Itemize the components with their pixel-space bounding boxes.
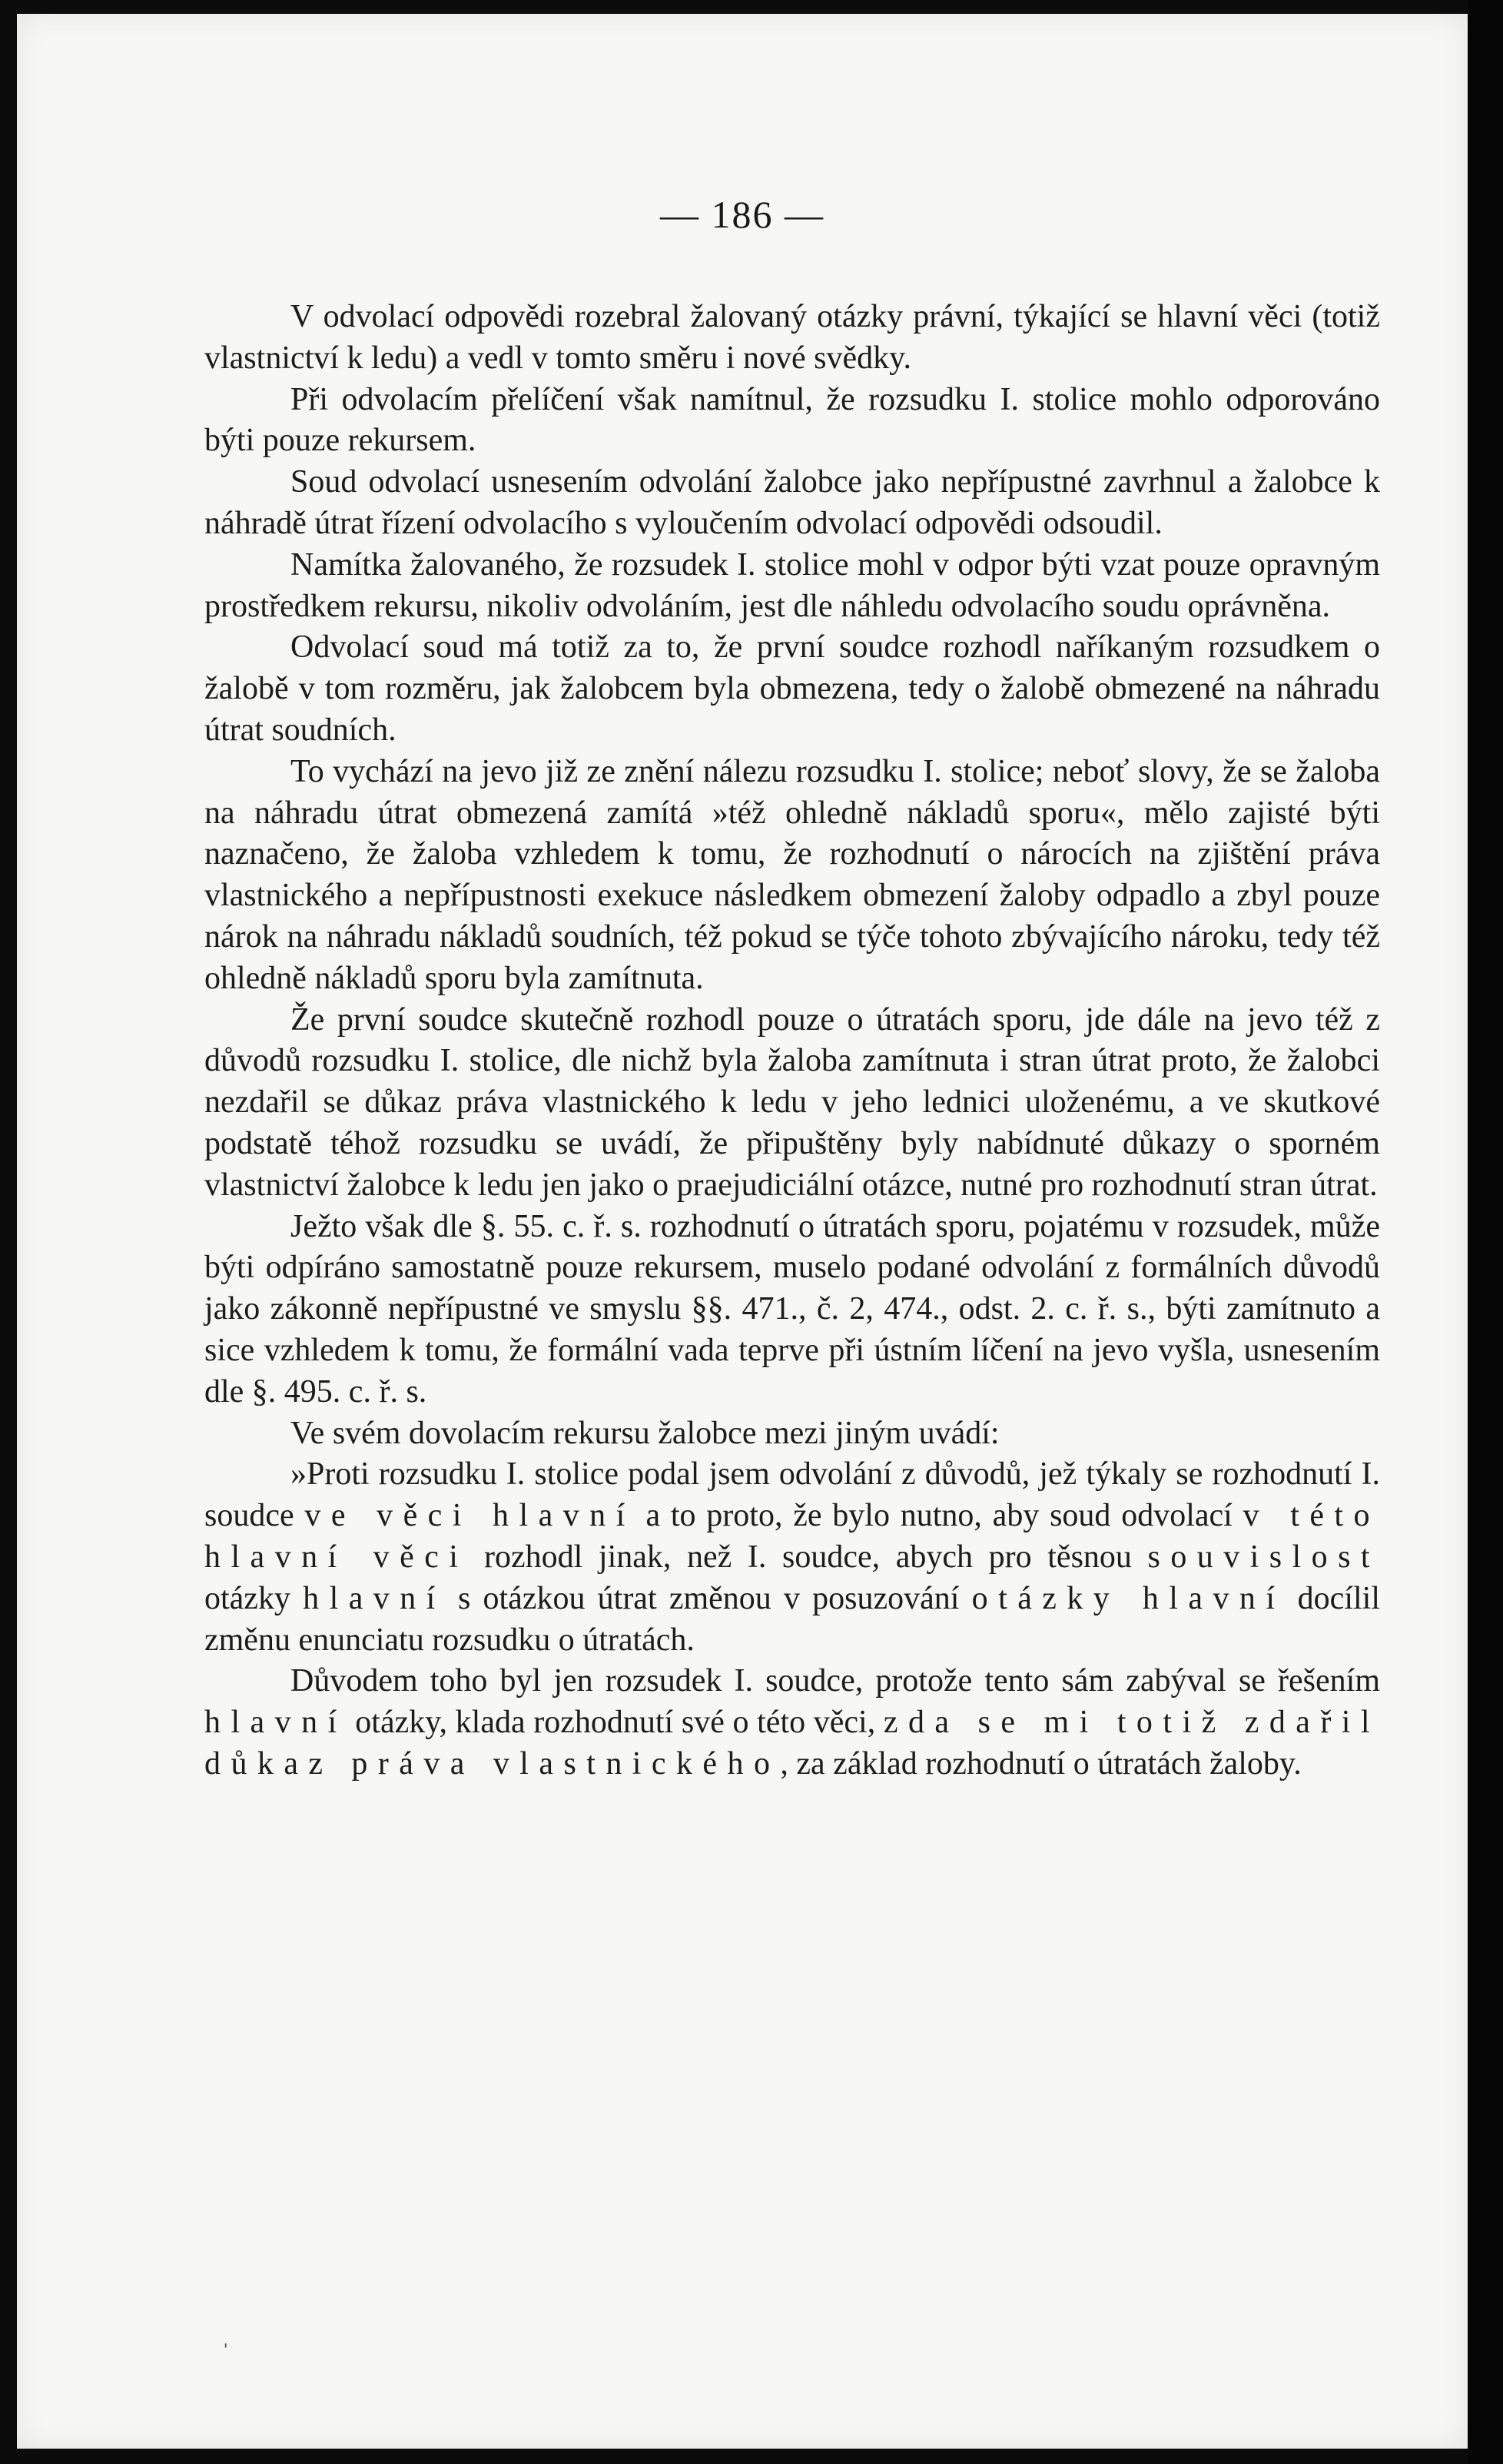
paragraph-text: Ve svém dovolacím rekursu žalobce mezi jiným uvádí: [290,1415,1000,1451]
paragraph-text: a to proto, že bylo nutno, aby soud odvolací [635,1498,1243,1534]
emphasized-text: v této hlavní věci [204,1498,1380,1575]
paragraph-text: Namítka žalovaného, že rozsudek I. stolice mohl v odpor býti vzat pouze opravným prostředkem rekursu, nikoliv odvoláním, jest dle náhledu odvolacího soudu oprávněna. [204,546,1380,624]
paragraph-text: Při odvolacím přelíčení však namítnul, že rozsudku I. stolice mohlo odporováno býti pouze rekursem. [204,381,1380,459]
paragraph-text: s otázkou útrat změnou v posuzování [445,1580,972,1616]
paragraph-10 [204,1454,1380,1661]
emphasized-text: ve věci hlavní [304,1498,635,1534]
scan-border-right [1468,0,1503,2464]
emphasized-text: souvislost [1147,1539,1380,1575]
paragraph-2 [204,380,1380,463]
emphasized-text: hlavní [204,1705,347,1741]
paragraph-text: V odvolací odpovědi rozebral žalovaný otázky právní, týkající se hlavní věci (totiž vlastnictví k ledu) a vedl v tomto směru i nové svědky. [204,299,1380,376]
paragraph-1 [204,297,1380,380]
emphasized-text: zda se mi totiž zdařil důkaz práva vlastnického [204,1705,1381,1782]
paragraph-text: docílil změnu enunciatu rozsudku o útratách. [204,1580,1380,1658]
paragraph-3 [204,462,1380,545]
page-number: — 186 — [660,193,824,236]
paragraph-text: Soud odvolací usnesením odvolání žalobce jako nepřípustné zavrhnul a žalobce k náhradě útrat řízení odvolacího s vyloučením odvolací odpovědi odsoudil. [204,464,1380,541]
paragraph-text: Odvolací soud má totiž za to, že první soudce rozhodl naříkaným rozsudkem o žalobě v tom rozměru, jak žalobcem byla obmezena, tedy o žalobě obmezené na náhradu útrat soudních. [204,629,1380,748]
paragraph-8 [204,1207,1380,1413]
paragraph-text: rozhodl jinak, než I. soudce, abych pro těsnou [468,1539,1148,1575]
emphasized-text: hlavní [303,1580,446,1616]
scanned-page [17,14,1468,2449]
paragraph-5 [204,627,1380,751]
paragraph-text: Ježto však dle §. 55. c. ř. s. rozhodnutí o útratách sporu, pojatému v rozsudek, může býti odpíráno samostatně pouze rekursem, muselo podané odvolání z formálních důvodů jako zákonně nepřípustné ve smyslu §§. 471., č. 2, 474., odst. 2. c. ř. s., býti zamítnuto a sice vzhledem k tomu, že formální vada teprve při ústním líčení na jevo vyšla, usnesením dle §. 495. c. ř. s. [204,1208,1380,1410]
emphasized-text: otázky hlavní [971,1580,1286,1616]
paragraph-9 [204,1413,1380,1455]
paragraph-text: Že první soudce skutečně rozhodl pouze o útratách sporu, jde dále na jevo též z důvodů rozsudku I. stolice, dle nichž byla žaloba zamítnuta i stran útrat proto, že žalobci nezdařil se důkaz práva vlastnického k ledu v jeho lednici uloženému, a ve skutkové podstatě téhož rozsudku se uvádí, že připuštěny byly nabídnuté důkazy o sporném vlastnictví žalobce k ledu jen jako o praejudiciální otázce, nutné pro rozhodnutí stran útrat. [204,1001,1380,1203]
paragraph-7 [204,1000,1380,1207]
paragraph-text: Důvodem toho byl jen rozsudek I. soudce, protože tento sám zabýval se řešením [290,1663,1380,1699]
body-text [204,297,1380,1785]
paragraph-4 [204,545,1380,628]
paragraph-text: otázky, klada rozhodnutí své o této věci, [347,1705,884,1741]
paragraph-text: otázky [204,1580,304,1616]
paragraph-text: , za základ rozhodnutí o útratách žaloby. [780,1745,1302,1782]
stray-ink-mark: ˌ [221,2320,231,2348]
paragraph-text: »Proti rozsudku I. stolice podal jsem odvolání z důvodů, jež týkaly se rozhodnutí I. soudce [204,1456,1380,1534]
paragraph-text: To vychází na jevo již ze znění nálezu rozsudku I. stolice; neboť slovy, že se žaloba na náhradu útrat obmezená zamítá »též ohledně nákladů sporu«, mělo zajisté býti naznačeno, že žaloba vzhledem k tomu, že rozhodnutí o nárocích na zjištění práva vlastnického a nepřípustnosti exekuce následkem obmezení žaloby odpadlo a zbyl pouze nárok na náhradu nákladů soudních, též pokud se týče tohoto zbývajícího nároku, tedy též ohledně nákladů sporu byla zamítnuta. [204,753,1380,996]
paragraph-6 [204,752,1380,1000]
paragraph-11 [204,1661,1380,1785]
